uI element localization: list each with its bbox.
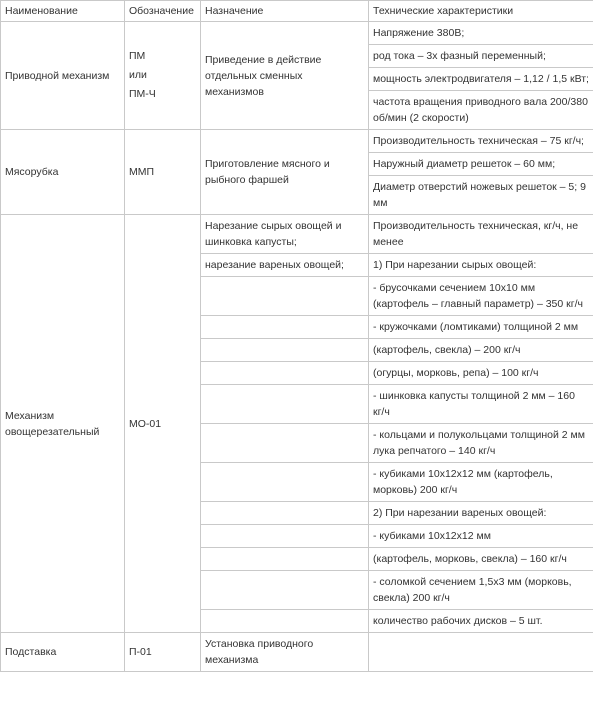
spec-cell: количество рабочих дисков – 5 шт. (369, 610, 593, 633)
empty-cell (201, 316, 369, 339)
purpose-cell: нарезание вареных овощей; (201, 254, 369, 277)
spec-cell: 2) При нарезании вареных овощей: (369, 502, 593, 525)
table-row (1, 130, 593, 153)
designation-line: ПМ (129, 50, 146, 62)
spec-cell: - кружочками (ломтиками) толщиной 2 мм (369, 316, 593, 339)
empty-cell (369, 633, 593, 672)
empty-cell (201, 277, 369, 316)
row-designation-slicer: МО-01 (125, 215, 201, 633)
spec-cell: Напряжение 380В; (369, 22, 593, 45)
spec-cell: (огурцы, морковь, репа) – 100 кг/ч (369, 362, 593, 385)
empty-cell (201, 610, 369, 633)
table-row (1, 633, 593, 672)
spec-cell: Наружный диаметр решеток – 60 мм; (369, 153, 593, 176)
spec-cell: Диаметр отверстий ножевых решеток – 5; 9 мм (369, 176, 593, 215)
row-purpose-drive: Приведение в действие отдельных сменных механизмов (201, 22, 369, 130)
spec-cell: Производительность техническая – 75 кг/ч; (369, 130, 593, 153)
header-specs: Технические характеристики (369, 1, 593, 22)
spec-cell: 1) При нарезании сырых овощей: (369, 254, 593, 277)
header-purpose: Назначение (201, 1, 369, 22)
spec-cell: мощность электродвигателя – 1,12 / 1,5 кВт; (369, 68, 593, 91)
empty-cell (201, 362, 369, 385)
table-header-row (1, 1, 593, 22)
spec-cell: частота вращения приводного вала 200/380 об/мин (2 скорости) (369, 91, 593, 130)
row-designation-drive (125, 22, 201, 130)
empty-cell (201, 571, 369, 610)
row-designation-grinder: ММП (125, 130, 201, 215)
row-name-slicer: Механизм овощерезательный (1, 215, 125, 633)
row-purpose-stand: Установка приводного механизма (201, 633, 369, 672)
spec-cell: - кубиками 10х12х12 мм (картофель, морковь) 200 кг/ч (369, 463, 593, 502)
empty-cell (201, 424, 369, 463)
spec-cell: - кольцами и полукольцами толщиной 2 мм лука репчатого – 140 кг/ч (369, 424, 593, 463)
spec-cell: (картофель, морковь, свекла) – 160 кг/ч (369, 548, 593, 571)
spec-cell: род тока – 3х фазный переменный; (369, 45, 593, 68)
spec-cell: Производительность техническая, кг/ч, не менее (369, 215, 593, 254)
row-name-drive: Приводной механизм (1, 22, 125, 130)
designation-line: ПМ-Ч (129, 88, 156, 100)
table-row (1, 215, 593, 254)
row-purpose-grinder: Приготовление мясного и рыбного фаршей (201, 130, 369, 215)
empty-cell (201, 525, 369, 548)
header-designation: Обозначение (125, 1, 201, 22)
spec-cell: - брусочками сечением 10х10 мм (картофель – главный параметр) – 350 кг/ч (369, 277, 593, 316)
header-name: Наименование (1, 1, 125, 22)
row-designation-stand: П-01 (125, 633, 201, 672)
spec-cell: (картофель, свекла) – 200 кг/ч (369, 339, 593, 362)
spec-cell: - кубиками 10х12х12 мм (369, 525, 593, 548)
empty-cell (201, 502, 369, 525)
designation-line: или (129, 69, 147, 81)
empty-cell (201, 339, 369, 362)
empty-cell (201, 548, 369, 571)
table-row (1, 22, 593, 45)
row-name-stand: Подставка (1, 633, 125, 672)
purpose-cell: Нарезание сырых овощей и шинковка капусты; (201, 215, 369, 254)
empty-cell (201, 463, 369, 502)
row-name-grinder: Мясорубка (1, 130, 125, 215)
spec-cell: - соломкой сечением 1,5х3 мм (морковь, свекла) 200 кг/ч (369, 571, 593, 610)
spec-cell: - шинковка капусты толщиной 2 мм – 160 кг/ч (369, 385, 593, 424)
empty-cell (201, 385, 369, 424)
